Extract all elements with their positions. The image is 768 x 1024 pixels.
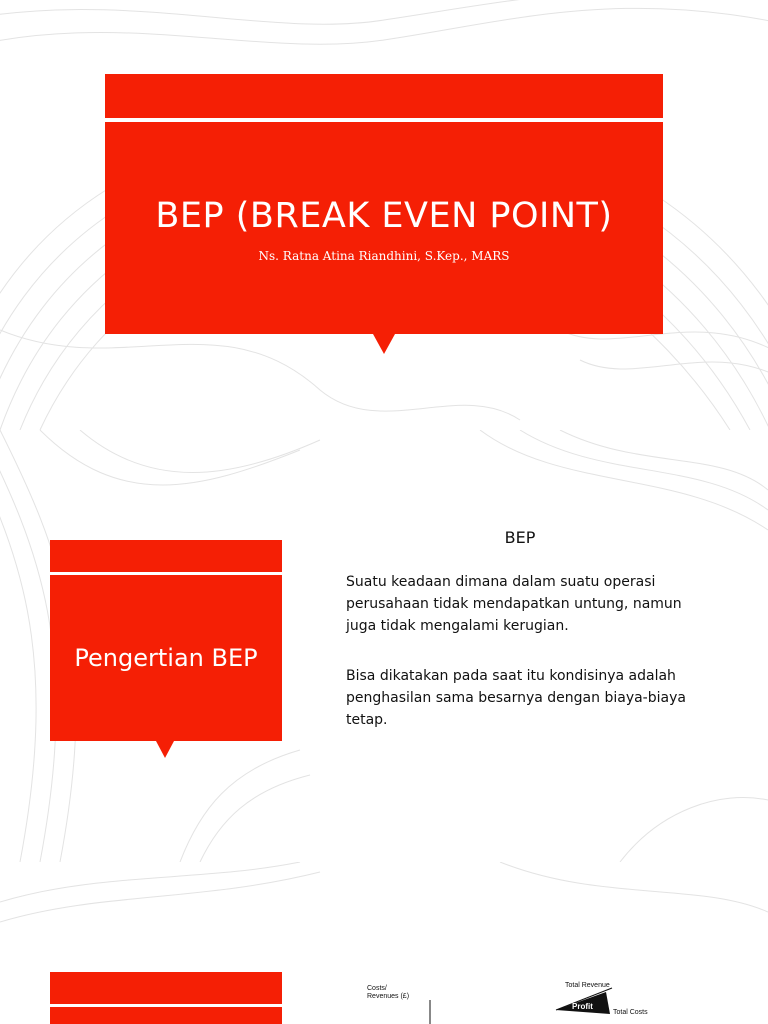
section-box xyxy=(50,540,282,741)
chart-section-box-divider xyxy=(50,1004,282,1007)
chart-ylabel-line1: Costs/ xyxy=(367,985,387,992)
slide-chart xyxy=(0,862,768,1024)
total-costs-label: Total Costs xyxy=(613,1009,648,1016)
presentation-title: BEP (BREAK EVEN POINT) xyxy=(155,196,613,236)
title-box-pointer xyxy=(373,334,395,354)
section-box-divider xyxy=(50,572,282,575)
slide-definition xyxy=(0,430,768,862)
total-revenue-label: Total Revenue xyxy=(565,982,610,989)
presentation-author: Ns. Ratna Atina Riandhini, S.Kep., MARS xyxy=(258,249,510,263)
profit-label: Profit xyxy=(572,1002,593,1011)
definition-paragraph-1: Suatu keadaan dimana dalam suatu operasi perusahaan tidak mendapatkan untung, namun juga tidak mengalami kerugian. xyxy=(346,574,682,634)
content-heading: BEP xyxy=(504,528,536,547)
definition-paragraph-2: Bisa dikatakan pada saat itu kondisinya adalah penghasilan sama besarnya dengan biaya-biaya tetap. xyxy=(346,668,686,728)
section-box-pointer xyxy=(156,741,174,758)
title-box-divider xyxy=(105,118,663,122)
chart-ylabel-line2: Revenues (£) xyxy=(367,993,410,1000)
break-even-chart xyxy=(360,962,690,1024)
chart-section-box xyxy=(50,972,282,1024)
slide-title xyxy=(0,0,768,430)
section-title: Pengertian BEP xyxy=(74,644,258,672)
